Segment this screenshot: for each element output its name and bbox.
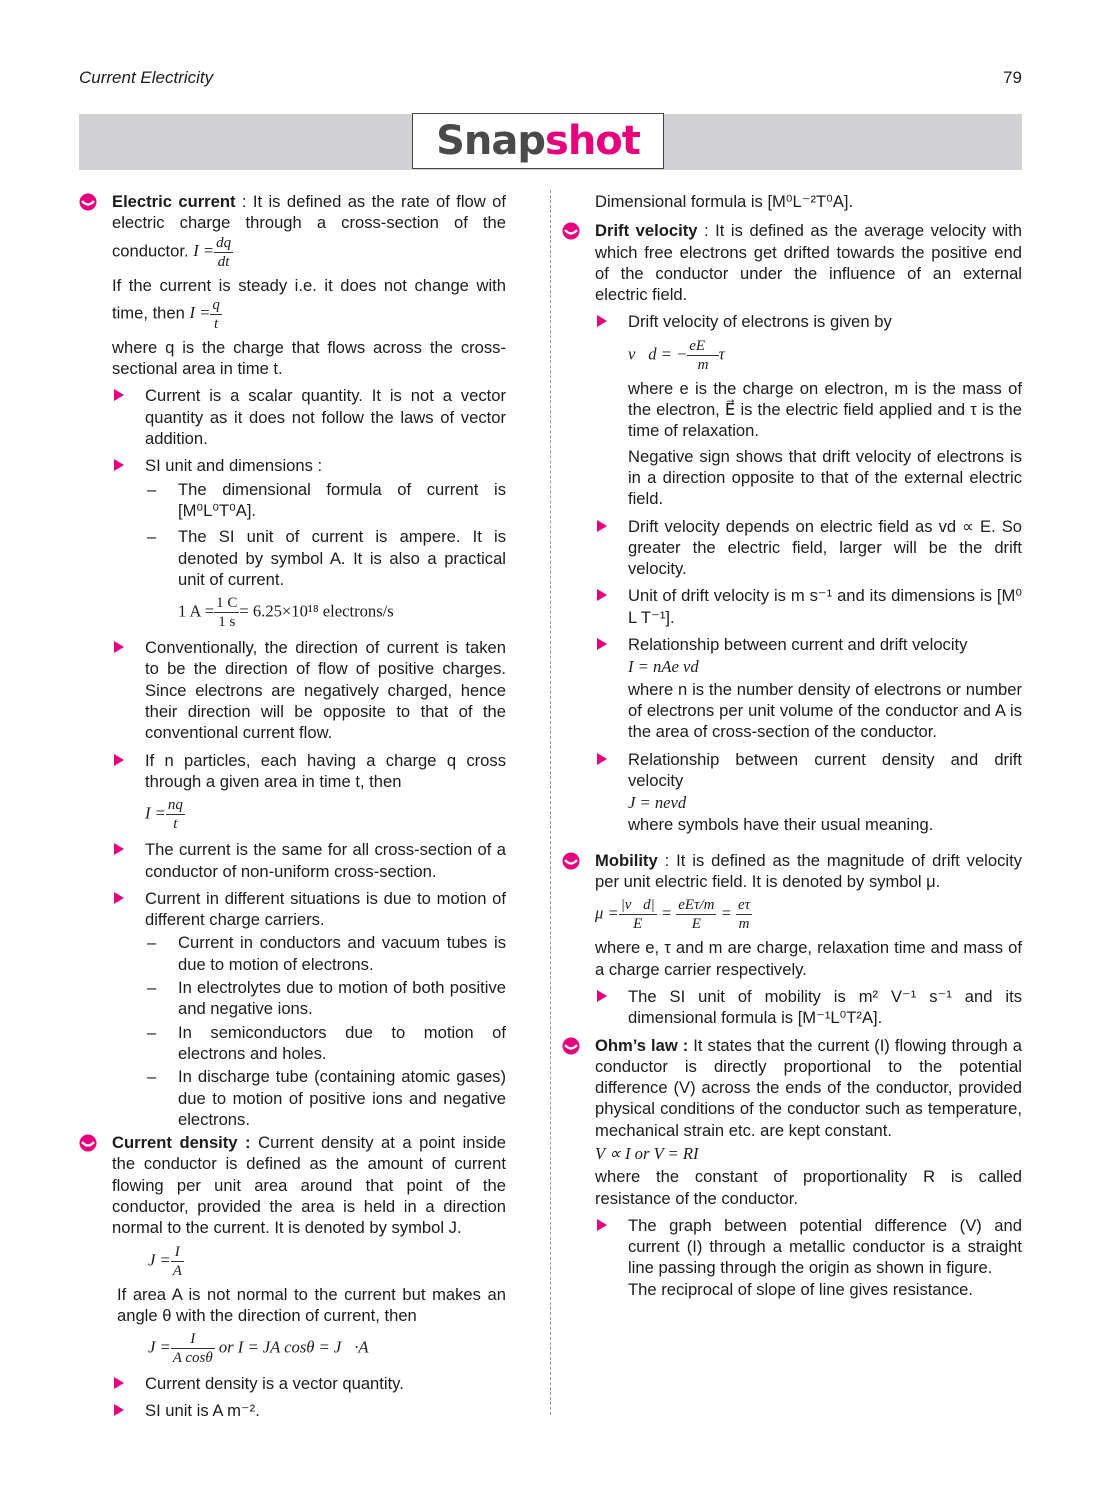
dash-item: – In discharge tube (containing atomic gases) due to motion of positive ions and negative electrons. (147, 1067, 506, 1129)
bullet-arrow-icon (597, 753, 607, 765)
running-header-title: Current Electricity (79, 68, 214, 87)
bullet-text: The graph between potential difference (V) and current (I) through a metallic conductor is a straight line passing through the origin as shown in figure. (628, 1215, 1022, 1278)
bullet-text: SI unit is A m⁻². (145, 1401, 260, 1421)
section-marker-icon (562, 222, 580, 240)
formula-i-q-t (189, 296, 222, 332)
dash-item: – In semiconductors due to motion of electrons and holes. (147, 1022, 506, 1063)
bullet-n-particles (112, 750, 506, 834)
bullet-arrow-icon (114, 641, 124, 653)
mobility-def: : It is defined as the magnitude of drift velocity per unit electric field. It is denoted by symbol μ. (595, 850, 1022, 892)
mobility-where-text: where e, τ and m are charge, relaxation time and mass of a charge carrier respectively. (595, 938, 1022, 979)
angle-text: If area A is not normal to the current but makes an angle θ with the direction of current, then (117, 1284, 506, 1325)
formula-num: I (171, 1330, 215, 1349)
bullet-graph (595, 1215, 1022, 1300)
logo-part-a: Snap (436, 118, 546, 164)
formula-num: dq (216, 234, 232, 251)
dash-text: In semiconductors due to motion of electrons and holes. (178, 1022, 506, 1063)
dash-text: In discharge tube (containing atomic gases) due to motion of positive ions and negative electrons. (178, 1067, 506, 1129)
bullet-text: The current is the same for all cross-section of a conductor of non-uniform cross-section. (145, 840, 506, 881)
formula-rhs: or I = JA cosθ = J⃗·A⃗ (214, 1337, 382, 1357)
bullet-text: Drift velocity of electrons is given by (628, 312, 892, 332)
steady-current-text (112, 275, 506, 333)
formula-den: dt (217, 253, 230, 270)
formula-den: E (633, 916, 643, 933)
logo-part-b: shot (545, 118, 640, 164)
formula-lhs: I = (189, 303, 211, 323)
formula-num: q (212, 296, 220, 313)
formula-den: A (172, 1262, 182, 1279)
bullet-text: Relationship between current and drift velocity (628, 635, 968, 655)
snapshot-logo (412, 113, 664, 169)
left-column (79, 191, 506, 1422)
bullet-text: Current in different situations is due to motion of different charge carriers. (145, 888, 506, 930)
right-column (562, 191, 1022, 1300)
section-marker-icon (562, 852, 580, 870)
section-marker-icon (562, 1037, 580, 1055)
formula-lhs: I = (193, 240, 215, 260)
bullet-arrow-icon (597, 589, 607, 601)
drift-where-text: where e is the charge on electron, m is the mass of the electron, E⃗ is the electric field applied and τ is the time of relaxation. (628, 378, 1022, 441)
drift-velocity-section (562, 220, 1022, 835)
where-q-text: where q is the charge that flows across the cross-sectional area in time t. (112, 337, 506, 379)
drift-velocity-heading: Drift velocity (595, 221, 698, 241)
dash-text: In electrolytes due to motion of both positive and negative ions. (178, 978, 506, 1019)
formula-lhs: J = (148, 1337, 171, 1357)
electric-current-heading: Electric current (112, 192, 236, 211)
bullet-si-unit (112, 455, 506, 631)
formula-ampere (178, 594, 506, 631)
bullet-text: Relationship between current density and drift velocity (628, 749, 1022, 790)
page-number: 79 (1003, 68, 1022, 87)
formula-den: t (173, 816, 178, 833)
resistance-text: where the constant of proportionality R is called resistance of the conductor. (595, 1167, 1022, 1208)
bullet-mobility-unit (595, 986, 1022, 1029)
reciprocal-slope-text: The reciprocal of slope of line gives resistance. (628, 1279, 973, 1299)
bullet-si-density (112, 1400, 506, 1421)
formula-i-nq-t (145, 796, 506, 833)
electric-current-section (79, 191, 506, 1130)
formula-i-nae: I = nAe vd (628, 657, 699, 677)
formula-den: E (691, 916, 701, 933)
section-marker-icon (79, 1134, 97, 1152)
formula-lhs: v⃗d = − (628, 344, 688, 364)
bullet-arrow-icon (114, 892, 124, 904)
formula-num: eEτ/m (678, 897, 715, 914)
current-density-def: Current density at a point inside the conductor is defined as the amount of current flowing per unit area around that point of the conductor, provided the area is held in a direction normal to the current. It is denoted by symbol J. (112, 1133, 506, 1238)
formula-lhs: 1 A = (178, 601, 215, 621)
formula-lhs: I = (145, 803, 166, 823)
formula-num: nq (167, 797, 183, 814)
formula-lhs: μ = (595, 903, 619, 923)
bullet-text: If n particles, each having a charge q cross through a given area in time t, then (145, 750, 506, 791)
bullet-text: Current is a scalar quantity. It is not a vector quantity as it does not follow the laws of vector addition. (145, 386, 506, 449)
bullet-arrow-icon (114, 389, 124, 401)
bullet-same-current (112, 839, 506, 882)
formula-j-cos (148, 1330, 506, 1367)
formula-num: 1 C (216, 595, 238, 612)
bullet-text: SI unit and dimensions : (145, 456, 323, 476)
current-density-section (79, 1132, 506, 1422)
formula-rhs: τ (718, 344, 725, 364)
bullet-vector (112, 1373, 506, 1394)
bullet-density-drift (595, 749, 1022, 836)
formula-den: 1 s (218, 614, 236, 631)
mobility-section (562, 850, 1022, 1029)
bullet-arrow-icon (597, 990, 607, 1002)
number-density-text: where n is the number density of electrons or number of electrons per unit volume of the conductor and A is the area of cross-section of the conductor. (628, 679, 1022, 742)
dash-item: – The dimensional formula of current is [M⁰L⁰T⁰A]. (147, 479, 506, 520)
dimensional-formula-text: Dimensional formula is [M⁰L⁻²T⁰A]. (595, 192, 854, 211)
formula-den: m (697, 356, 709, 373)
drift-velocity-def: : It is defined as the average velocity with which free electrons get drifted towards the positive end of the conductor under the influence of an external electric field. (595, 221, 1022, 305)
dash-item: – In electrolytes due to motion of both positive and negative ions. (147, 978, 506, 1019)
bullet-arrow-icon (114, 1377, 124, 1389)
bullet-conventional (112, 637, 506, 743)
bullet-text: Drift velocity depends on electric field as vd ∝ E. So greater the electric field, larger will be the drift velocity. (628, 516, 1022, 579)
bullet-text: Unit of drift velocity is m s⁻¹ and its dimensions is [M⁰ L T⁻¹]. (628, 586, 1022, 627)
ohms-law-def: It states that the current (I) flowing through a conductor is directly proportional to the potential difference (V) across the ends of the conductor, provided physical conditions of the conductor such as temperature, mechanical strain etc. are kept constant. (595, 1035, 1022, 1140)
bullet-charge-carriers (112, 888, 506, 1130)
negative-sign-text: Negative sign shows that drift velocity of electrons is in a direction opposite to that of the external electric field. (628, 446, 1022, 509)
bullet-arrow-icon (114, 459, 124, 471)
formula-num: I (171, 1243, 184, 1262)
formula-v-ri: V ∝ I or V = RI (595, 1143, 699, 1163)
dash-item: – The SI unit of current is ampere. It is denoted by symbol A. It is also a practical unit of current. 1 A = $\frac{1 C}{1 s}$ = 6.25×10¹⁸ electrons/s (147, 527, 506, 631)
ohms-law-heading: Ohm’s law : (595, 1035, 689, 1055)
ohms-law-section (562, 1035, 1022, 1301)
bullet-current-drift (595, 634, 1022, 742)
formula-j-nev: J = nevd (628, 793, 687, 813)
bullet-arrow-icon (597, 315, 607, 327)
column-divider (550, 190, 551, 1415)
section-marker-icon (79, 193, 97, 211)
mobility-heading: Mobility (595, 850, 658, 870)
bullet-arrow-icon (597, 638, 607, 650)
electric-current-def: : It is defined as the rate of flow of electric charge through a cross-section of the conductor. (112, 192, 506, 260)
dash-text: Current in conductors and vacuum tubes is due to motion of electrons. (178, 933, 506, 974)
formula-num: |v⃗d| (620, 897, 655, 914)
formula-rhs: = 6.25×10¹⁸ electrons/s (239, 601, 394, 621)
formula-vd (628, 337, 1022, 374)
dash-text: The SI unit of current is ampere. It is denoted by symbol A. It is also a practical unit of current. (178, 527, 506, 589)
bullet-scalar (112, 385, 506, 449)
current-density-heading: Current density : (112, 1133, 251, 1153)
bullet-drift-depends (595, 516, 1022, 580)
bullet-arrow-icon (114, 754, 124, 766)
bullet-arrow-icon (597, 520, 607, 532)
bullet-arrow-icon (597, 1219, 607, 1231)
formula-den: m (738, 916, 750, 933)
steady-text: If the current is steady i.e. it does not change with time, then (112, 275, 506, 323)
formula-lhs: J = (148, 1249, 171, 1269)
bullet-arrow-icon (114, 1404, 124, 1416)
usual-meaning-text: where symbols have their usual meaning. (628, 815, 934, 835)
formula-den: t (214, 315, 219, 332)
bullet-text: The SI unit of mobility is m² V⁻¹ s⁻¹ and its dimensional formula is [M⁻¹L⁰T²A]. (628, 986, 1022, 1028)
formula-num: eE⃗ (689, 337, 717, 354)
dash-item: – Current in conductors and vacuum tubes is due to motion of electrons. (147, 933, 506, 974)
dash-text: The dimensional formula of current is [M⁰L⁰T⁰A]. (178, 479, 506, 520)
bullet-text: Conventionally, the direction of current is taken to be the direction of flow of positive charges. Since electrons are negatively charged, hence their direction will be opposite to that of the conventional current flow. (145, 638, 506, 743)
bullet-text: Current density is a vector quantity. (145, 1374, 404, 1394)
bullet-arrow-icon (114, 843, 124, 855)
formula-i-dq-dt (193, 234, 233, 270)
bullet-drift-given (595, 311, 1022, 509)
formula-j-i-a (148, 1243, 506, 1280)
bullet-drift-unit (595, 585, 1022, 628)
formula-mu: μ = $\frac{|v⃗d|}{E}$ = eEτ/m E = $\frac{e\tau}{m}$ (595, 897, 750, 933)
formula-den: A cosθ (172, 1350, 213, 1367)
formula-num: eτ (737, 897, 750, 914)
